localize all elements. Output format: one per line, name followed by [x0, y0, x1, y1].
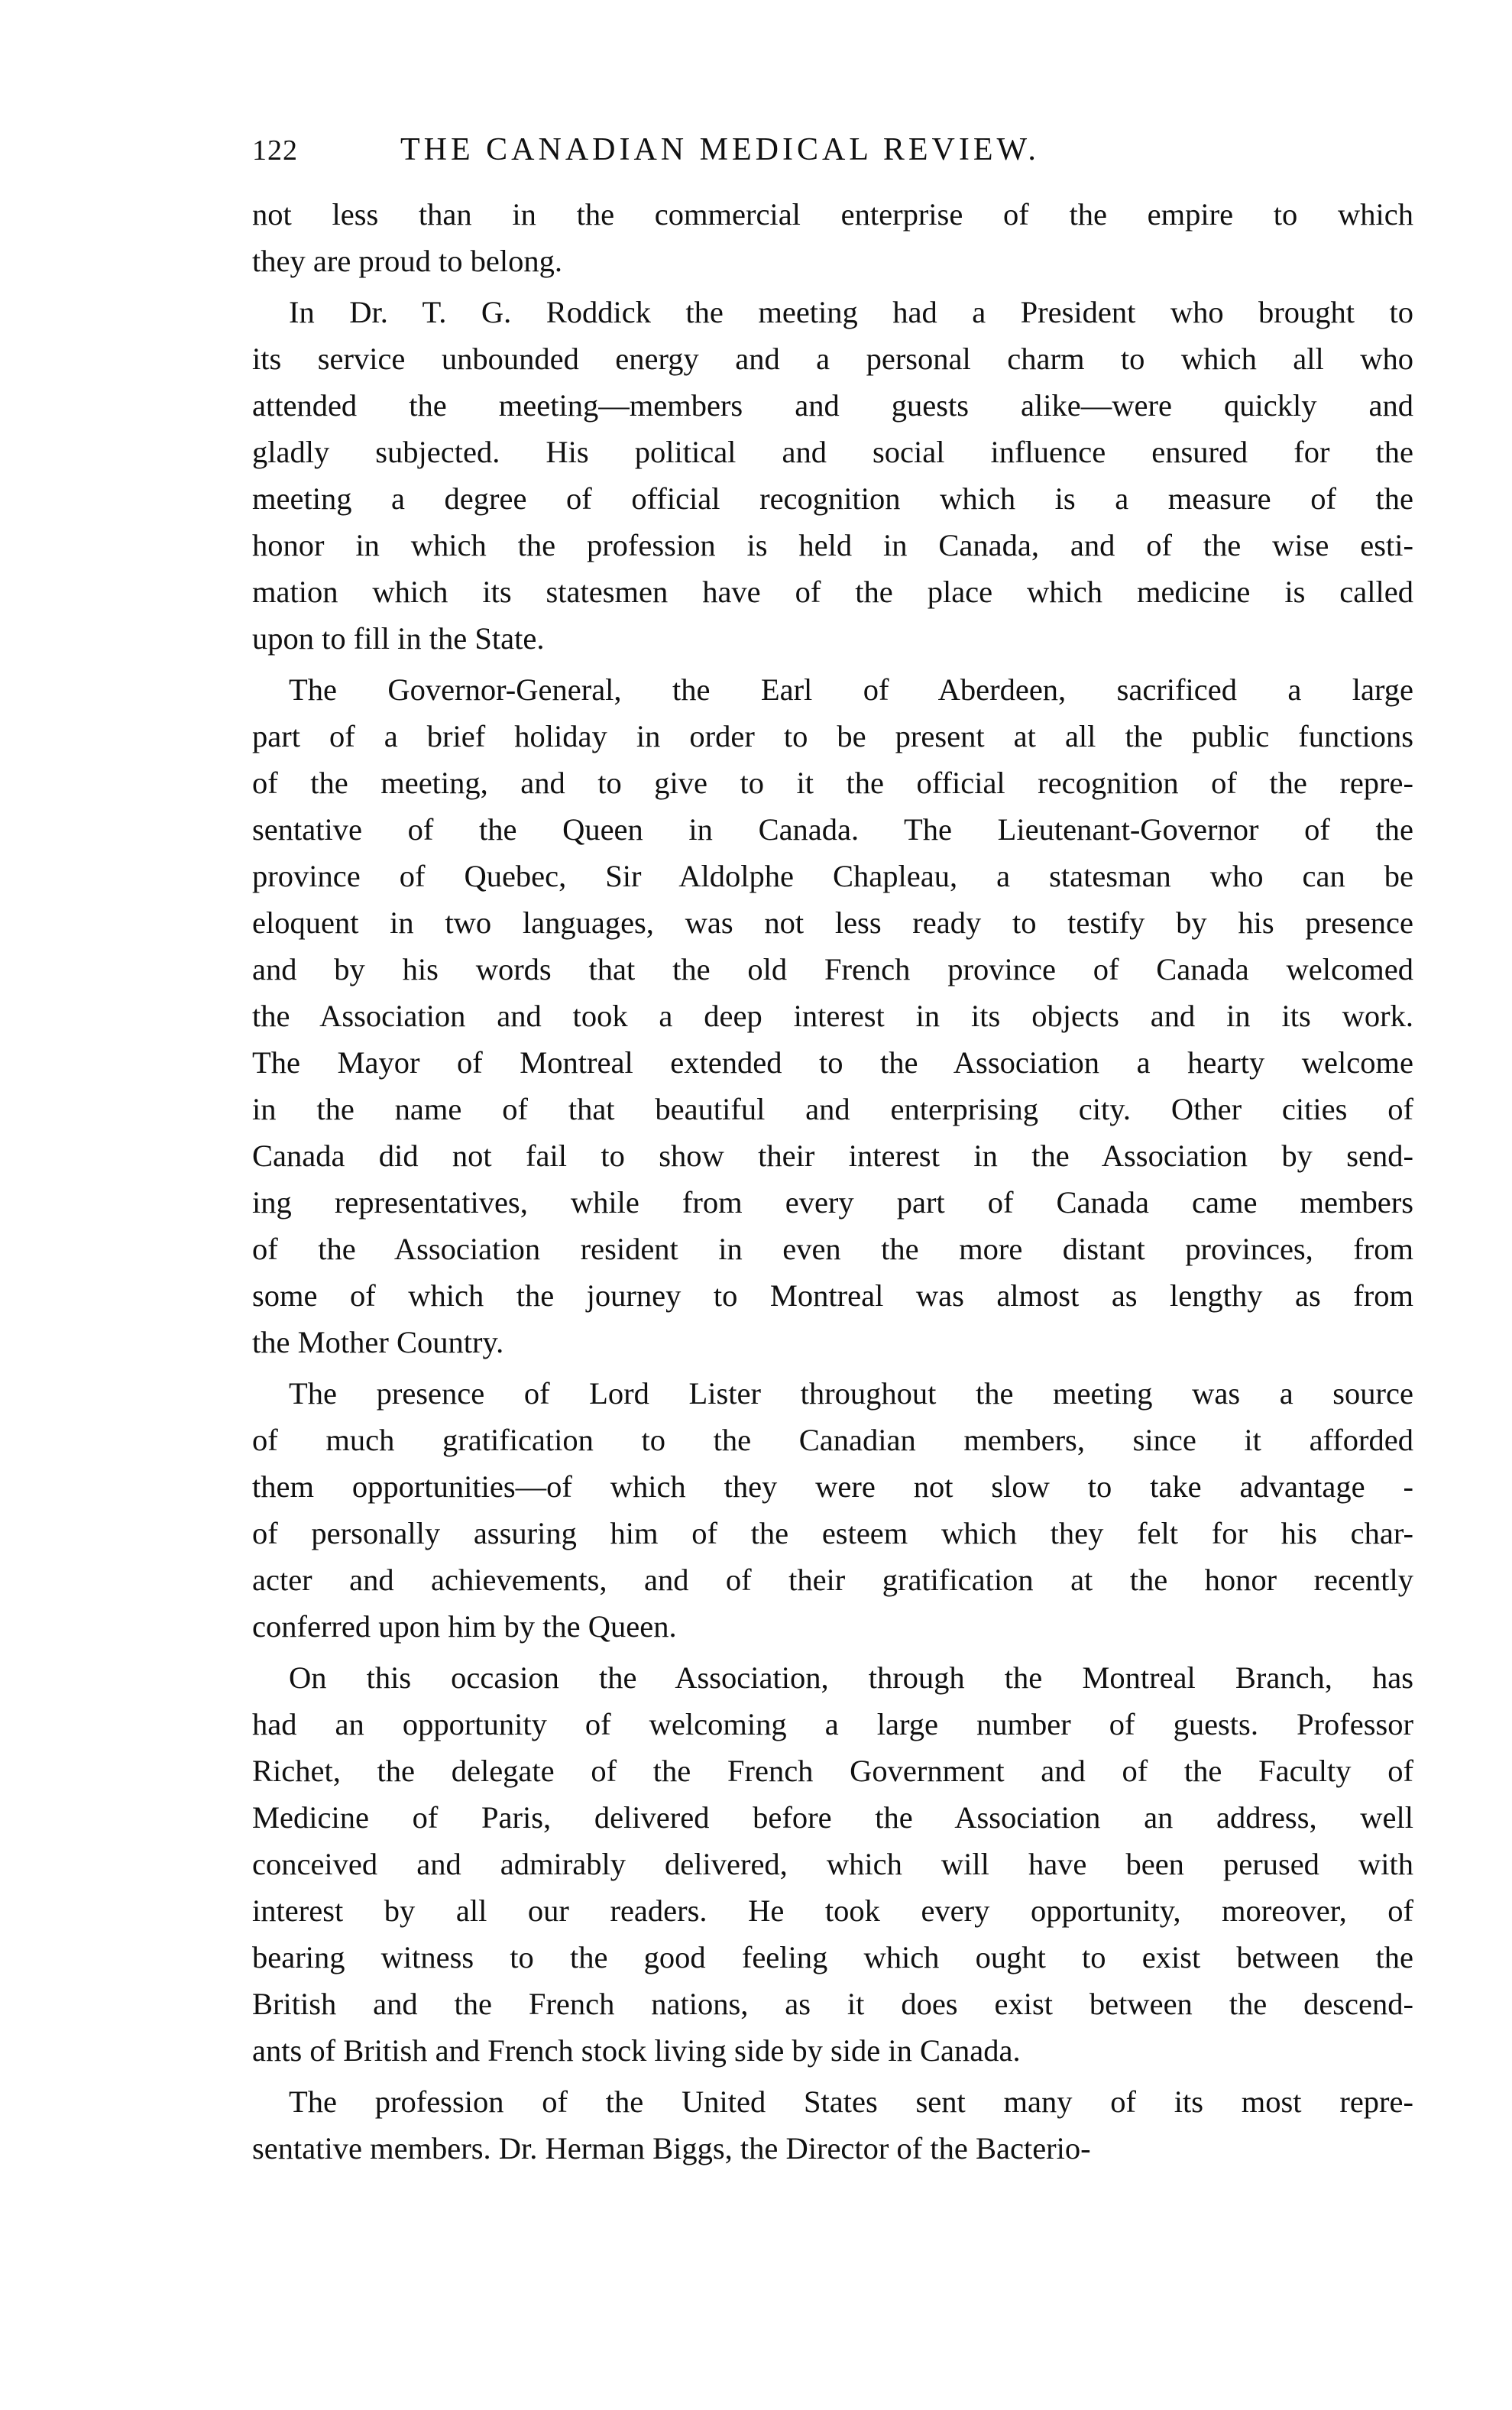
text-line: interest by all our readers. He took every opportunity, moreover, of	[252, 1893, 1413, 1928]
text-line: the Mother Country.	[252, 1325, 504, 1359]
document-page	[252, 131, 1413, 2172]
running-head: THE CANADIAN MEDICAL REVIEW.	[400, 132, 1040, 167]
text-line: Medicine of Paris, delivered before the Association an address, well	[252, 1800, 1413, 1835]
text-line: in the name of that beautiful and enterprising city. Other cities of	[252, 1092, 1413, 1126]
text-line: On this occasion the Association, through the Montreal Branch, has	[289, 1660, 1413, 1695]
text-line: British and the French nations, as it does exist between the descend-	[252, 1987, 1413, 2021]
text-line: meeting a degree of official recognition which is a measure of the	[252, 481, 1413, 516]
text-line: province of Quebec, Sir Aldolphe Chapleau, a statesman who can be	[252, 859, 1413, 893]
text-line: The Mayor of Montreal extended to the Association a hearty welcome	[252, 1045, 1413, 1080]
text-line: ants of British and French stock living side by side in Canada.	[252, 2033, 1021, 2068]
text-line: part of a brief holiday in order to be present at all the public functions	[252, 719, 1413, 753]
text-line: not less than in the commercial enterprise of the empire to which	[252, 197, 1413, 232]
text-line: Richet, the delegate of the French Government and of the Faculty of	[252, 1754, 1413, 1788]
paragraph	[252, 666, 1413, 1365]
text-line: they are proud to belong.	[252, 244, 563, 278]
text-line: The profession of the United States sent many of its most repre-	[289, 2084, 1413, 2119]
text-line: Canada did not fail to show their interest in the Association by send-	[252, 1139, 1413, 1173]
text-line: In Dr. T. G. Roddick the meeting had a President who brought to	[289, 295, 1413, 329]
text-line: of personally assuring him of the esteem which they felt for his char-	[252, 1516, 1413, 1550]
text-line: honor in which the profession is held in Canada, and of the wise esti-	[252, 528, 1413, 562]
text-line: ing representatives, while from every part of Canada came members	[252, 1185, 1413, 1220]
paragraph	[252, 2078, 1413, 2172]
text-line: had an opportunity of welcoming a large number of guests. Professor	[252, 1707, 1413, 1741]
text-line: some of which the journey to Montreal was almost as lengthy as from	[252, 1278, 1413, 1313]
page-number: 122	[252, 134, 298, 167]
text-line: of the Association resident in even the more distant provinces, from	[252, 1232, 1413, 1266]
text-line: The Governor-General, the Earl of Aberdeen, sacrificed a large	[289, 672, 1413, 707]
text-line: the Association and took a deep interest in its objects and in its work.	[252, 999, 1413, 1033]
text-line: and by his words that the old French province of Canada welcomed	[252, 952, 1413, 986]
text-line: sentative of the Queen in Canada. The Lieutenant-Governor of the	[252, 812, 1413, 847]
text-line: bearing witness to the good feeling which ought to exist between the	[252, 1940, 1413, 1974]
text-line: The presence of Lord Lister throughout the meeting was a source	[289, 1376, 1413, 1411]
text-line: upon to fill in the State.	[252, 621, 545, 656]
text-line: conferred upon him by the Queen.	[252, 1609, 677, 1644]
text-line: conceived and admirably delivered, which will have been perused with	[252, 1847, 1413, 1881]
text-line: mation which its statesmen have of the place which medicine is called	[252, 575, 1413, 609]
paragraph	[252, 191, 1413, 284]
text-line: attended the meeting—members and guests alike—were quickly and	[252, 388, 1413, 423]
paragraph	[252, 1654, 1413, 2074]
text-line: them opportunities—of which they were not slow to take advantage -	[252, 1469, 1413, 1504]
text-line: sentative members. Dr. Herman Biggs, the Director of the Bacterio-	[252, 2131, 1091, 2165]
text-line: of much gratification to the Canadian members, since it afforded	[252, 1423, 1413, 1457]
text-line: of the meeting, and to give to it the official recognition of the repre-	[252, 766, 1413, 800]
text-line: gladly subjected. His political and social influence ensured for the	[252, 435, 1413, 469]
article-body	[252, 191, 1413, 2172]
page-header	[252, 131, 1413, 177]
text-line: acter and achievements, and of their gratification at the honor recently	[252, 1563, 1413, 1597]
paragraph	[252, 1370, 1413, 1650]
text-line: its service unbounded energy and a personal charm to which all who	[252, 342, 1413, 376]
text-line: eloquent in two languages, was not less ready to testify by his presence	[252, 905, 1413, 940]
paragraph	[252, 289, 1413, 662]
